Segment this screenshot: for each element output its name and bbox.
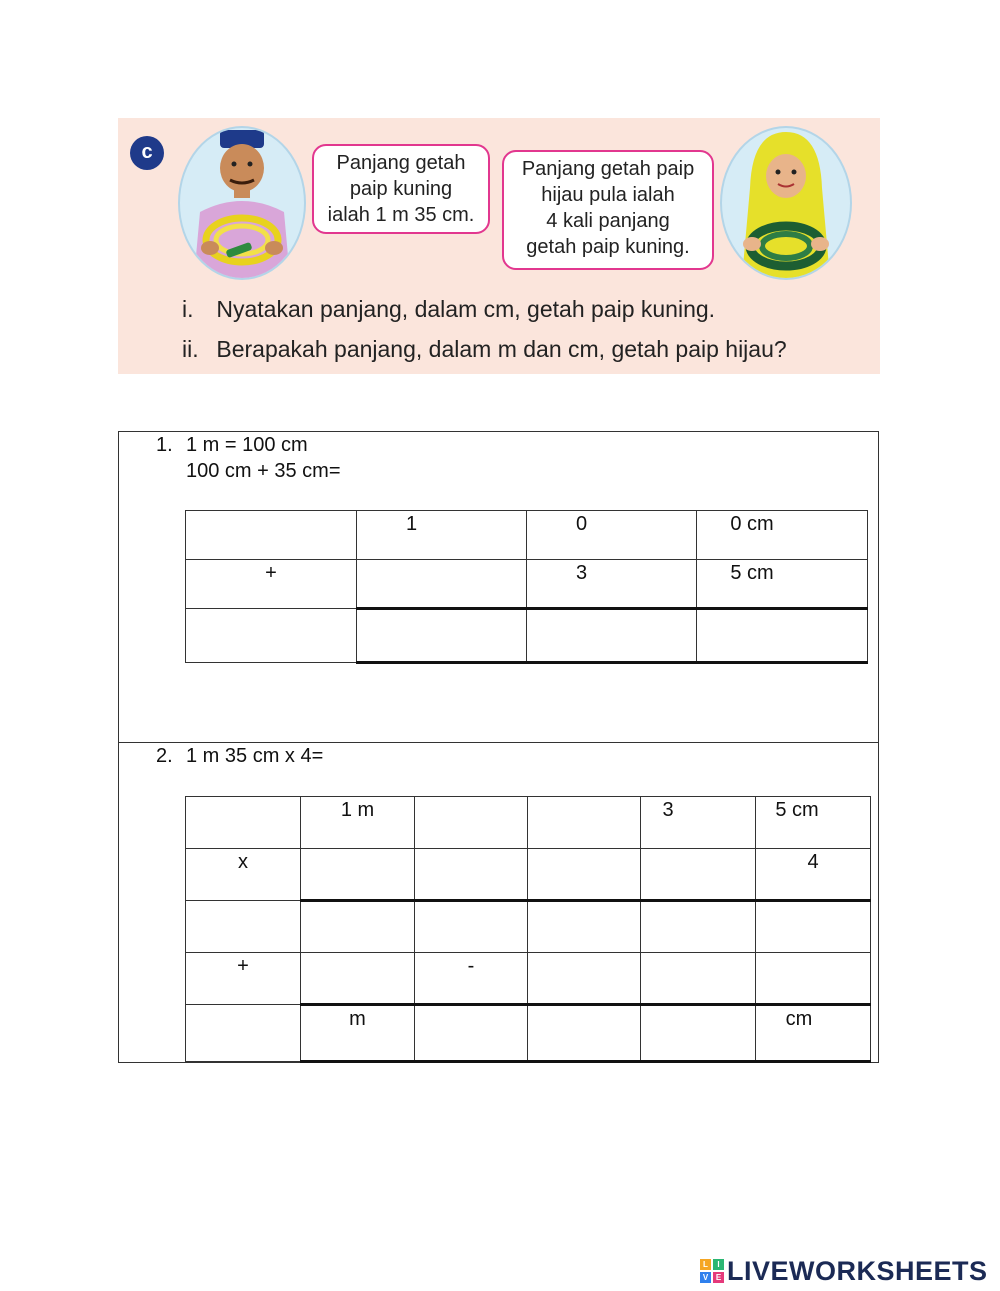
grid-cell [186, 511, 357, 560]
grid-cell [357, 560, 527, 609]
bubble-girl-line: getah paip kuning. [526, 236, 690, 258]
answer-cell[interactable] [528, 953, 641, 1005]
grid-cell: x [186, 849, 301, 901]
table-row [186, 511, 868, 560]
grid-cell: 3 [527, 560, 697, 609]
grid-cell [415, 849, 528, 901]
grid-cell: 4 [756, 849, 871, 901]
step1-line1-text: 1 m = 100 cm [186, 434, 308, 456]
section-badge: c [130, 136, 164, 170]
girl-illustration [720, 126, 852, 280]
boy-illustration [178, 126, 306, 280]
grid-cell: 5 cm [697, 560, 868, 609]
answer-cell[interactable] [528, 1005, 641, 1062]
grid-cell: cm [756, 1005, 871, 1062]
problem-banner [118, 118, 880, 374]
grid-cell: + [186, 560, 357, 609]
answer-cell[interactable] [415, 901, 528, 953]
step1-line2: 100 cm + 35 cm= [186, 460, 341, 482]
logo-text: LIVEWORKSHEETS [727, 1255, 988, 1286]
answer-cell[interactable] [641, 1005, 756, 1062]
grid-cell [641, 849, 756, 901]
bubble-girl-line: Panjang getah paip [521, 158, 695, 180]
bubble-girl-line: 4 kali panjang [546, 210, 670, 232]
bubble-boy-line: ialah 1 m 35 cm. [327, 204, 475, 226]
answer-cell[interactable] [641, 901, 756, 953]
grid-cell: 0 [527, 511, 697, 560]
answer-cell[interactable] [186, 901, 301, 953]
grid-cell [528, 797, 641, 849]
answer-cell[interactable] [186, 609, 357, 663]
answer-cell[interactable] [357, 609, 527, 663]
section-divider [118, 742, 879, 743]
table-row [186, 1005, 871, 1062]
table-row [186, 953, 871, 1005]
speech-bubble-girl [502, 150, 714, 270]
answer-cell[interactable] [641, 953, 756, 1005]
logo-mark-letter: E [713, 1272, 724, 1283]
answer-cell[interactable] [301, 901, 415, 953]
question-text: Berapakah panjang, dalam m dan cm, getah paip hijau? [216, 336, 787, 362]
bubble-boy-line: paip kuning [349, 178, 453, 200]
logo-mark-letter: V [700, 1272, 711, 1283]
logo-mark-letter: I [713, 1259, 724, 1270]
grid-cell [528, 849, 641, 901]
answer-cell[interactable] [756, 901, 871, 953]
bubble-boy-line: Panjang getah [336, 152, 466, 174]
question-number: i. [182, 296, 194, 322]
step1-line1 [156, 434, 308, 457]
table-row [186, 901, 871, 953]
grid-cell [301, 849, 415, 901]
answer-cell[interactable] [301, 953, 415, 1005]
addition-grid [185, 510, 868, 664]
grid-cell: 1 [357, 511, 527, 560]
table-row [186, 849, 871, 901]
question-i [182, 296, 715, 323]
grid-cell: + [186, 953, 301, 1005]
grid-cell: 1 m [301, 797, 415, 849]
logo-mark-icon [700, 1259, 724, 1283]
grid-cell: 0 cm [697, 511, 868, 560]
grid-cell [415, 797, 528, 849]
step2-line1 [156, 745, 323, 768]
grid-cell: 5 cm [756, 797, 871, 849]
grid-cell [186, 797, 301, 849]
multiplication-grid [185, 796, 871, 1063]
answer-cell[interactable] [528, 901, 641, 953]
table-row [186, 609, 868, 663]
logo-mark-letter: L [700, 1259, 711, 1270]
table-row [186, 797, 871, 849]
step2-line1-text: 1 m 35 cm x 4= [186, 745, 324, 767]
answer-cell[interactable] [756, 953, 871, 1005]
answer-cell[interactable] [527, 609, 697, 663]
question-text: Nyatakan panjang, dalam cm, getah paip kuning. [216, 296, 716, 322]
grid-cell [186, 1005, 301, 1062]
table-row [186, 560, 868, 609]
step2-index: 2. [156, 745, 173, 767]
question-ii [182, 336, 787, 363]
grid-cell: 3 [641, 797, 756, 849]
bubble-girl-line: hijau pula ialah [541, 184, 675, 206]
question-number: ii. [182, 336, 199, 362]
step1-index: 1. [156, 434, 173, 456]
grid-cell: - [415, 953, 528, 1005]
liveworksheets-logo [700, 1256, 988, 1286]
speech-bubble-boy [312, 144, 490, 234]
grid-cell: m [301, 1005, 415, 1062]
answer-cell[interactable] [415, 1005, 528, 1062]
answer-cell[interactable] [697, 609, 868, 663]
